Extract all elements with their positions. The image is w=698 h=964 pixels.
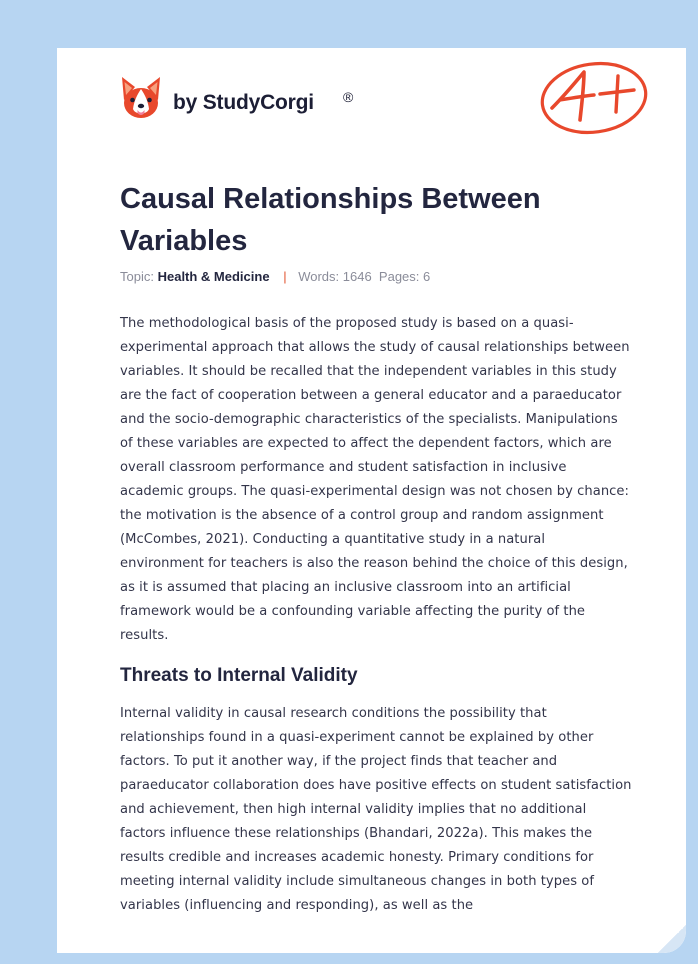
body-paragraph: The methodological basis of the proposed study is based on a quasi-experimental approach that allows the study of causal relationships between variables. It should be recalled that the independent variables in this study are the fact of cooperation between a general educator and a paraeducator and the socio-demographic characteristics of the specialists. Manipulations of these variables are expected to affect the dependent factors, which are overall classroom performance and student satisfaction in inclusive academic groups. The quasi-experimental design was not chosen by chance: the motivation is the absence of a control group and random assignment (McCombes, 2021). Conducting a quantitative study in a natural environment for teachers is also the reason behind the choice of this design, as it is assumed that placing an inclusive classroom into an artificial framework would be a confounding variable affecting the purity of the results. [120, 316, 630, 643]
brand-name: by StudyCorgi [173, 91, 314, 114]
meta-separator: | [283, 269, 287, 284]
article-meta [120, 269, 430, 284]
brand-logo-link[interactable] [121, 75, 354, 121]
page-title: Causal Relationships Between Variables [120, 183, 541, 257]
body-paragraph: Internal validity in causal research conditions the possibility that relationships found in a quasi-experiment cannot be explained by other factors. To put it another way, if the project finds that teacher and paraeducator collaboration does have positive effects on student satisfaction and achievement, then high internal validity implies that no additional factors influence these relationships (Bhandari, 2022a). This makes the results credible and increases academic honesty. Primary conditions for meeting internal validity include simultaneous changes in both types of variables (influencing and responding), as well as the [120, 706, 632, 913]
topic-label: Topic: [120, 269, 154, 284]
registered-mark: ® [343, 89, 354, 105]
section-heading: Threats to Internal Validity [120, 665, 358, 686]
pages-count: 6 [423, 269, 431, 284]
words-count: 1646 [342, 269, 372, 284]
a-plus-grade-icon [538, 58, 650, 142]
page-corner-fold [658, 925, 686, 953]
document-page [57, 48, 686, 953]
pages-label: Pages: [378, 269, 420, 284]
topic-link[interactable]: Health & Medicine [157, 269, 270, 284]
corgi-logo-icon [121, 75, 161, 121]
words-label: Words: [298, 269, 340, 284]
